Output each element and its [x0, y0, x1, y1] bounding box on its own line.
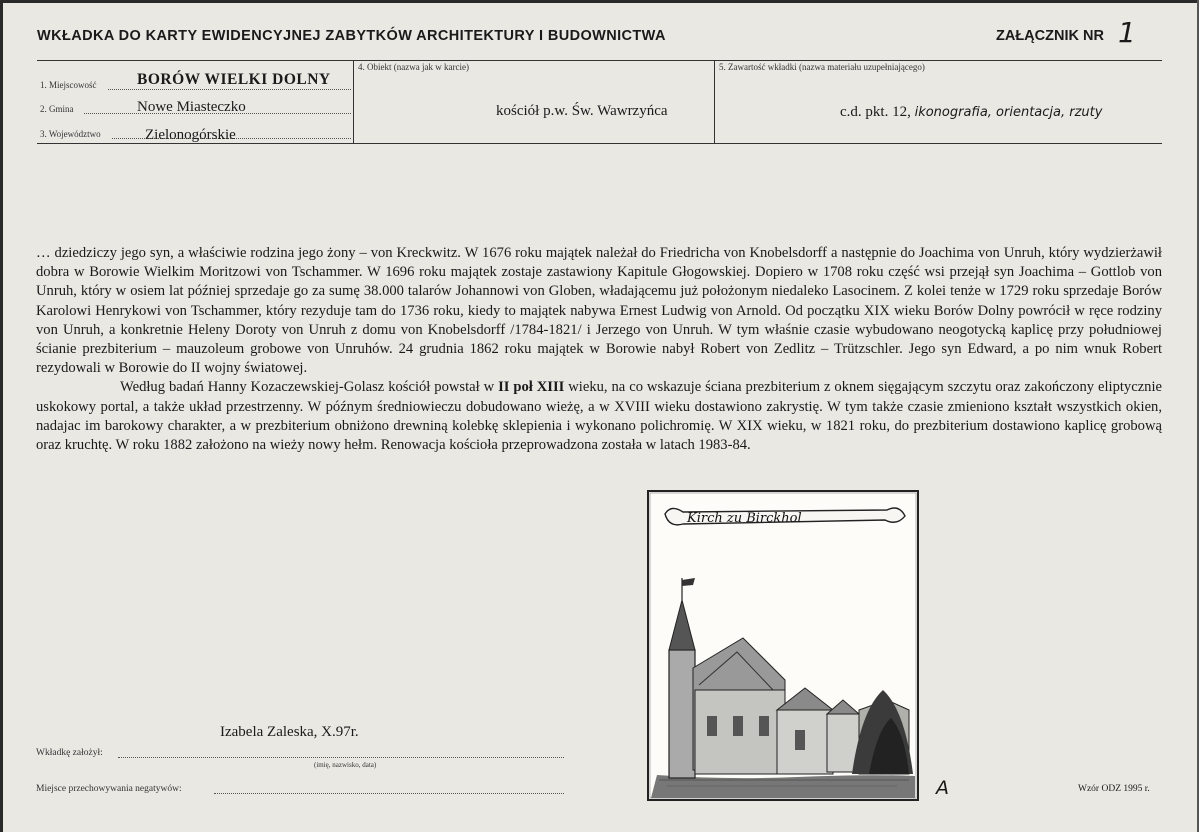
header-box-divider-2: [714, 60, 715, 144]
voivodeship-value: Zielonogórskie: [145, 127, 236, 143]
commune-label: 2. Gmina: [40, 104, 74, 114]
content-handwritten: ikonografia, orientacja, rzuty: [914, 105, 1103, 120]
inserted-by-label: Wkładkę założył:: [36, 748, 103, 758]
content-value-text: c.d. pkt. 12,: [840, 104, 911, 120]
body-p2-after: wieku, na co wskazuje ściana prezbiterium z oknem sięgającym szczytu oraz zakończony eliptycznie uskokowy portal, a także układ przestrzenny. W późnym średniowieczu dobudowano wieżę, a w XVIII wieku dostawiono zakrystię. W tym także czasie zmieniono kształt wszystkich okien, nadajac im barokowy charakter, a w prezbiterium obniżono drewniną kolebkę sklepienia i wykonano polichromię. W XIX wieku, w 1821 roku, do prezbiterium dostawiono kaplicę grobową oraz kruchtę. W roku 1882 założono na wieży nowy hełm. Renowacja kościoła przeprowadzona została w latach 1983-84.: [36, 379, 1162, 454]
body-p2-bold: II poł XIII: [498, 379, 565, 396]
form-title: WKŁADKA DO KARTY EWIDENCYJNEJ ZABYTKÓW ARCHITEKTURY I BUDOWNICTWA: [37, 28, 666, 44]
plate-mark: A: [936, 777, 949, 799]
body-p2-before: Według badań Hanny Kozaczewskiej-Golasz kościół powstał w: [120, 379, 499, 396]
template-code: Wzór ODZ 1995 r.: [1078, 784, 1150, 794]
locality-label: 1. Miejscowość: [40, 80, 97, 90]
header-box-top-rule: [37, 60, 1162, 61]
body-paragraph-1: … dziedziczy jego syn, a właściwie rodzina jego żony – von Kreckwitz. W 1676 roku majątek należał do Friedricha von Knobelsdorff a następnie do Joachima von Unruh, który wydzierżawił dobra w Borowie Wielkim Moritzowi von Tschammer. W 1696 roku majątek zostaje zastawiony Kapitule Głogowskiej. Dopiero w 1708 roku część wsi przejął syn Joachima – Gottlob von Unruh, który w osiem lat później sprzedaje go za sumę 38.000 talarów Johannowi von Globen, władającemu już położonym niedaleko Lasocinem. Z kolei tenże w 1729 roku sprzedaje Borów Karolowi Henrykowi von Tschammer, który rezyduje tam do 1736 roku, kiedy to majątek nabywa Ernest Ludwig von Arnold. Od początku XIX wieku Borów Dolny powrócił w ręce rodziny von Unruh, a konkretnie Heleny Doroty von Unruh z domu von Knobelsdorff /1784-1821/ i Jerzego von Unruh. W tym właśnie czasie wybudowano neogotycką kaplicę przy południowej ścianie prezbiterium – mauzoleum grobowe von Unruhów. 24 grudnia 1862 roku majątek w Borowie nabył Robert von Zedlitz – Trützschler. Jego syn Edward, a po nim wnuk Robert rezydowali w Borowie do II wojny światowej.: [36, 245, 1162, 377]
content-label: 5. Zawartość wkładki (nazwa materiału uzupełniającego): [719, 62, 925, 72]
annex-number: 1: [1118, 16, 1136, 49]
commune-value: Nowe Miasteczko: [137, 99, 246, 115]
annex-label: ZAŁĄCZNIK NR: [996, 28, 1104, 44]
banner-text: Kirch zu Birckhol: [687, 511, 802, 526]
content-value: [840, 104, 1102, 121]
author-signature: Izabela Zaleska, X.97r.: [220, 724, 359, 740]
object-label: 4. Obiekt (nazwa jak w karcie): [358, 62, 469, 72]
header-box-divider-1: [353, 60, 354, 144]
page-border-top: [0, 0, 1199, 3]
name-date-caption: (imię, nazwisko, data): [314, 761, 377, 769]
inserted-by-dotted-line: [118, 757, 564, 758]
page-border-left: [0, 0, 3, 832]
locality-value: BORÓW WIELKI DOLNY: [137, 71, 331, 88]
church-illustration: [647, 490, 919, 801]
body-text: [36, 244, 1162, 455]
negatives-location-label: Miejsce przechowywania negatywów:: [36, 784, 182, 794]
body-paragraph-2: [36, 378, 1162, 455]
negatives-location-dotted-line: [214, 793, 564, 794]
voivodeship-label: 3. Województwo: [40, 129, 101, 139]
object-value: kościół p.w. Św. Wawrzyńca: [496, 103, 668, 119]
